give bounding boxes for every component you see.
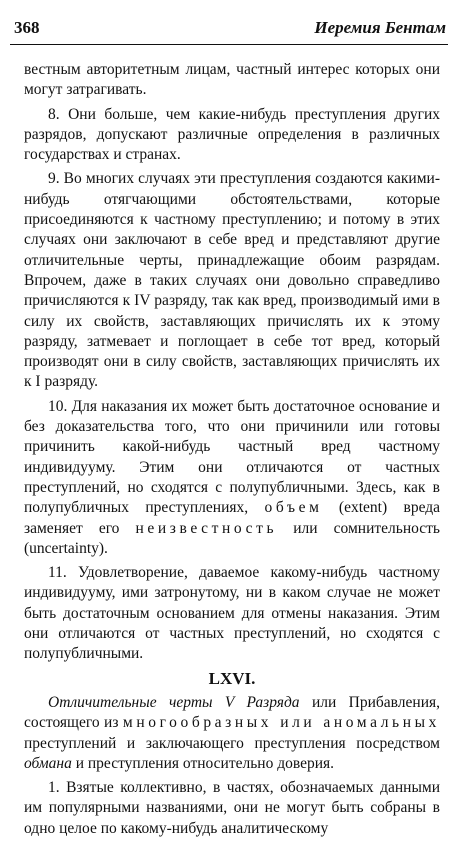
section-intro (24, 693, 440, 774)
paragraph-11: 11. Удовлетворение, даваемое какому-нибудь частному индивидууму, ими затронутому, ни в каком случае не может быть достаточным основанием для отмены наказания. Этим они отличаются от частных преступлений, но сходятся с полупубличными. (24, 564, 440, 663)
section-intro-text-a: или Прибавления, состоящего из (24, 693, 440, 732)
paragraph-10-text-c: или сомнительность (uncertainty). (24, 519, 440, 557)
page-body (24, 60, 440, 843)
running-head: Иеремия Бентам (314, 18, 446, 37)
paragraph-10-text-a: 10. Для наказания их может быть достаточное основание и без доказательства того, что они причинили или готовы причинить какой-нибудь частный вред частному индивидууму. Этим они отличаются от частных преступлений, но сходятся с полупубличными. Здесь, как в полупубличных преступлениях, (24, 397, 440, 517)
section-paragraph-1: 1. Взятые коллективно, в частях, обозначаемых данными им популярными названиями, они не могут быть собраны в одно целое по какому-нибудь аналитическому (24, 779, 440, 837)
paragraph-9: 9. Во многих случаях эти преступления создаются какими-нибудь отягчающими обстоятельствами, которые присоединяются к частному преступлению; и потому в этих случаях они заключают в себе вред и представляют другие отличительные черты, принадлежащие обоим разрядам. Впрочем, даже в таких случаях они довольно справедливо причисляются к IV разряду, так как вред, производимый ими в силу их свойств, заставляющих причислять их к этому разряду, затмевает и поглощает в себе тот вред, который производят они в силу свойств, заставляющих причислять их к I разряду. (24, 170, 440, 391)
section-intro-italic: Отличительные черты V Разряда (48, 693, 300, 711)
section-intro-text-c: и преступления относительно доверия. (75, 754, 334, 772)
spaced-term-uncertainty: неизвестность (135, 519, 278, 537)
section-intro-text-b: преступлений и заключающего преступления посредством (24, 734, 440, 752)
section-heading: LXVI. (208, 668, 256, 688)
paragraph-8: 8. Они больше, чем какие-нибудь преступления других разрядов, допускают различные определения в различных государствах и странах. (24, 105, 440, 164)
page-header (12, 12, 448, 42)
paragraph-10 (24, 397, 440, 559)
page-number: 368 (14, 18, 40, 37)
spaced-term-manifold: многообразных или аномальных (122, 714, 440, 732)
header-rule (10, 44, 448, 45)
paragraph-continued: вестным авторитетным лицам, частный интерес которых они могут затрагивать. (24, 61, 440, 99)
italic-term-fraud: обмана (24, 754, 72, 772)
spaced-term-volume: объем (264, 499, 323, 517)
paragraph-10-text-b: (extent) вреда заменяет его (24, 499, 441, 537)
